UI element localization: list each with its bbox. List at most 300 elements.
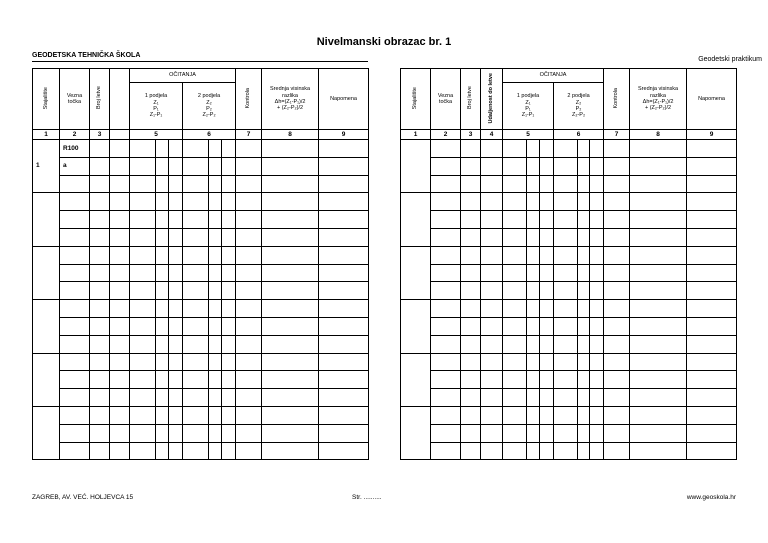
value-cell: [236, 246, 262, 264]
value-cell: [262, 406, 319, 424]
col-ocitanja: OČITANJA: [130, 69, 236, 83]
point-cell: [60, 442, 90, 460]
value-cell: [183, 389, 209, 407]
value-cell: [503, 246, 527, 264]
value-cell: [110, 175, 130, 193]
value-cell: [183, 282, 209, 300]
value-cell: [209, 246, 222, 264]
value-cell: [319, 282, 369, 300]
table-row: [33, 300, 369, 318]
value-cell: [630, 300, 687, 318]
value-cell: [236, 175, 262, 193]
value-cell: [687, 175, 737, 193]
value-cell: [209, 389, 222, 407]
value-cell: [554, 371, 578, 389]
value-cell: [540, 442, 554, 460]
value-cell: [540, 300, 554, 318]
point-cell: [60, 424, 90, 442]
value-cell: [554, 140, 578, 158]
value-cell: [687, 193, 737, 211]
value-cell: [578, 371, 590, 389]
value-cell: [481, 371, 503, 389]
value-cell: [540, 246, 554, 264]
value-cell: [630, 335, 687, 353]
value-cell: [209, 406, 222, 424]
point-cell: [60, 371, 90, 389]
value-cell: [527, 211, 540, 229]
value-cell: [236, 264, 262, 282]
value-cell: [527, 442, 540, 460]
table-row: [401, 228, 737, 246]
value-cell: [503, 389, 527, 407]
value-cell: [630, 157, 687, 175]
value-cell: [461, 371, 481, 389]
point-cell: [60, 193, 90, 211]
value-cell: [527, 300, 540, 318]
value-cell: [554, 389, 578, 407]
value-cell: [527, 353, 540, 371]
value-cell: [222, 140, 236, 158]
value-cell: [169, 211, 183, 229]
value-cell: [461, 175, 481, 193]
value-cell: [236, 228, 262, 246]
value-cell: [222, 282, 236, 300]
value-cell: [554, 317, 578, 335]
point-cell: [431, 282, 461, 300]
value-cell: [630, 371, 687, 389]
table-row: [401, 300, 737, 318]
value-cell: [481, 140, 503, 158]
point-cell: [60, 282, 90, 300]
value-cell: [209, 353, 222, 371]
value-cell: [540, 424, 554, 442]
value-cell: [527, 389, 540, 407]
table-row: [33, 389, 369, 407]
value-cell: [578, 157, 590, 175]
value-cell: [687, 371, 737, 389]
value-cell: [90, 264, 110, 282]
value-cell: [604, 335, 630, 353]
value-cell: [503, 424, 527, 442]
point-cell: [60, 389, 90, 407]
value-cell: [687, 157, 737, 175]
point-cell: [431, 140, 461, 158]
value-cell: [527, 193, 540, 211]
value-cell: [110, 140, 130, 158]
col-podjela-2: 2 podjela Z₂ P₂ Z₂-P₂: [183, 83, 236, 130]
value-cell: [481, 442, 503, 460]
col-broj-letve: Broj letve: [90, 69, 110, 130]
value-cell: [461, 211, 481, 229]
value-cell: [90, 140, 110, 158]
col-podjela-1: 1 podjela Z₁ P₁ Z₁-P₁: [130, 83, 183, 130]
value-cell: [130, 282, 156, 300]
table-row: [401, 371, 737, 389]
value-cell: [590, 300, 604, 318]
footer-website: www.geoskola.hr: [686, 494, 736, 501]
value-cell: [527, 264, 540, 282]
value-cell: [209, 228, 222, 246]
value-cell: [236, 317, 262, 335]
value-cell: [222, 335, 236, 353]
value-cell: [183, 406, 209, 424]
value-cell: [222, 246, 236, 264]
value-cell: [110, 300, 130, 318]
col-srednja: Srednja visinska razlika Δh=(Z₁-P₁)/2 + (Z₂-P₂)/2: [262, 69, 319, 130]
value-cell: [319, 442, 369, 460]
table-row: [401, 389, 737, 407]
value-cell: [554, 353, 578, 371]
value-cell: [319, 317, 369, 335]
value-cell: [578, 228, 590, 246]
value-cell: [461, 228, 481, 246]
point-cell: [60, 264, 90, 282]
value-cell: [156, 264, 169, 282]
value-cell: [604, 353, 630, 371]
value-cell: [169, 140, 183, 158]
value-cell: [169, 175, 183, 193]
value-cell: [156, 246, 169, 264]
value-cell: [319, 335, 369, 353]
value-cell: [481, 389, 503, 407]
value-cell: [461, 140, 481, 158]
value-cell: [540, 211, 554, 229]
value-cell: [156, 157, 169, 175]
table-row: [33, 317, 369, 335]
value-cell: [130, 175, 156, 193]
station-cell: [401, 140, 431, 193]
value-cell: [578, 442, 590, 460]
value-cell: [481, 317, 503, 335]
value-cell: [169, 193, 183, 211]
value-cell: [540, 371, 554, 389]
value-cell: [461, 193, 481, 211]
value-cell: [578, 140, 590, 158]
point-cell: [431, 264, 461, 282]
value-cell: [554, 406, 578, 424]
value-cell: [578, 406, 590, 424]
point-cell: a: [60, 157, 90, 175]
value-cell: [481, 353, 503, 371]
value-cell: [604, 282, 630, 300]
value-cell: [169, 442, 183, 460]
value-cell: [687, 264, 737, 282]
value-cell: [319, 300, 369, 318]
point-cell: [431, 389, 461, 407]
value-cell: [481, 424, 503, 442]
table-row: [33, 442, 369, 460]
value-cell: [236, 300, 262, 318]
station-cell: [33, 300, 60, 353]
value-cell: [183, 157, 209, 175]
value-cell: [604, 406, 630, 424]
col-podjela-1: 1 podjela Z₁ P₁ Z₁-P₁: [503, 83, 554, 130]
value-cell: [222, 228, 236, 246]
value-cell: [262, 157, 319, 175]
value-cell: [630, 264, 687, 282]
value-cell: [183, 211, 209, 229]
value-cell: [236, 424, 262, 442]
value-cell: [90, 335, 110, 353]
point-cell: R100: [60, 140, 90, 158]
value-cell: [236, 389, 262, 407]
value-cell: [183, 175, 209, 193]
value-cell: [156, 353, 169, 371]
value-cell: [156, 300, 169, 318]
value-cell: [503, 175, 527, 193]
table-row: [401, 335, 737, 353]
value-cell: [540, 157, 554, 175]
col-srednja: Srednja visinska razlika Δh=(Z₁-P₁)/2 + (Z₂-P₂)/2: [630, 69, 687, 130]
value-cell: [183, 246, 209, 264]
value-cell: [236, 211, 262, 229]
table-row: [401, 175, 737, 193]
value-cell: [90, 228, 110, 246]
table-row: [33, 353, 369, 371]
value-cell: [527, 175, 540, 193]
table-row: [33, 406, 369, 424]
table-row: [401, 424, 737, 442]
station-cell: [401, 300, 431, 353]
table-row: [33, 211, 369, 229]
table-row: [401, 442, 737, 460]
value-cell: [590, 389, 604, 407]
value-cell: [461, 264, 481, 282]
value-cell: [503, 228, 527, 246]
value-cell: [630, 424, 687, 442]
value-cell: [90, 211, 110, 229]
value-cell: [590, 371, 604, 389]
value-cell: [110, 157, 130, 175]
value-cell: [90, 175, 110, 193]
footer-page: Str. ..........: [352, 494, 382, 501]
value-cell: [156, 193, 169, 211]
value-cell: [630, 140, 687, 158]
value-cell: [262, 353, 319, 371]
value-cell: [554, 157, 578, 175]
value-cell: [481, 282, 503, 300]
value-cell: [183, 317, 209, 335]
value-cell: [481, 228, 503, 246]
value-cell: [578, 424, 590, 442]
point-cell: [60, 246, 90, 264]
value-cell: [540, 389, 554, 407]
value-cell: [222, 371, 236, 389]
table-row: [33, 371, 369, 389]
table-row: [401, 193, 737, 211]
value-cell: [209, 157, 222, 175]
value-cell: [169, 424, 183, 442]
column-numbers-row: 1 2 3 5 6 7 8 9: [33, 130, 369, 140]
value-cell: [319, 193, 369, 211]
value-cell: [630, 353, 687, 371]
value-cell: [554, 264, 578, 282]
table-row: [33, 424, 369, 442]
value-cell: [481, 406, 503, 424]
value-cell: [262, 371, 319, 389]
station-cell: [401, 406, 431, 459]
value-cell: [130, 157, 156, 175]
value-cell: [110, 317, 130, 335]
value-cell: [687, 389, 737, 407]
value-cell: [209, 371, 222, 389]
value-cell: [130, 335, 156, 353]
value-cell: [222, 157, 236, 175]
value-cell: [110, 264, 130, 282]
value-cell: [687, 406, 737, 424]
value-cell: [262, 335, 319, 353]
station-cell: [33, 406, 60, 459]
value-cell: [319, 157, 369, 175]
value-cell: [503, 157, 527, 175]
point-cell: [431, 246, 461, 264]
value-cell: [604, 264, 630, 282]
value-cell: [687, 335, 737, 353]
value-cell: [209, 264, 222, 282]
value-cell: [578, 175, 590, 193]
value-cell: [461, 300, 481, 318]
value-cell: [630, 282, 687, 300]
point-cell: [431, 406, 461, 424]
value-cell: [554, 175, 578, 193]
value-cell: [169, 228, 183, 246]
column-numbers-row: 1 2 3 4 5 6 7 8 9: [401, 130, 737, 140]
value-cell: [222, 406, 236, 424]
point-cell: [431, 211, 461, 229]
value-cell: [461, 406, 481, 424]
value-cell: [604, 317, 630, 335]
value-cell: [578, 211, 590, 229]
value-cell: [578, 300, 590, 318]
col-kontrola: Kontrola: [236, 69, 262, 130]
value-cell: [604, 140, 630, 158]
value-cell: [209, 424, 222, 442]
value-cell: [130, 246, 156, 264]
school-name: GEODETSKA TEHNIČKA ŠKOLA: [32, 52, 141, 59]
value-cell: [222, 193, 236, 211]
value-cell: [209, 175, 222, 193]
value-cell: [554, 246, 578, 264]
value-cell: [630, 406, 687, 424]
point-cell: [60, 406, 90, 424]
value-cell: [90, 406, 110, 424]
table-row: [33, 175, 369, 193]
value-cell: [110, 389, 130, 407]
value-cell: [590, 175, 604, 193]
value-cell: [90, 300, 110, 318]
value-cell: [156, 211, 169, 229]
value-cell: [590, 140, 604, 158]
value-cell: [503, 300, 527, 318]
value-cell: [503, 211, 527, 229]
value-cell: [630, 246, 687, 264]
value-cell: [604, 300, 630, 318]
value-cell: [110, 211, 130, 229]
right-table-body: [401, 140, 737, 460]
value-cell: [209, 282, 222, 300]
value-cell: [630, 317, 687, 335]
value-cell: [503, 282, 527, 300]
value-cell: [262, 228, 319, 246]
value-cell: [90, 193, 110, 211]
table-row: [401, 140, 737, 158]
table-row: [33, 246, 369, 264]
value-cell: [110, 353, 130, 371]
point-cell: [60, 317, 90, 335]
value-cell: [590, 335, 604, 353]
value-cell: [222, 264, 236, 282]
value-cell: [540, 228, 554, 246]
value-cell: [236, 335, 262, 353]
value-cell: [156, 406, 169, 424]
point-cell: [431, 193, 461, 211]
value-cell: [169, 406, 183, 424]
value-cell: [90, 371, 110, 389]
value-cell: [169, 300, 183, 318]
station-cell: [401, 193, 431, 246]
point-cell: [60, 175, 90, 193]
table-row: [401, 353, 737, 371]
col-udaljenost: Udaljenost do letve: [481, 69, 503, 130]
value-cell: [209, 211, 222, 229]
value-cell: [156, 140, 169, 158]
value-cell: [130, 442, 156, 460]
value-cell: [319, 406, 369, 424]
value-cell: [262, 317, 319, 335]
value-cell: [130, 193, 156, 211]
value-cell: [540, 140, 554, 158]
value-cell: [110, 335, 130, 353]
col-stajaliste: Stajalište: [33, 69, 60, 130]
value-cell: [319, 389, 369, 407]
table-row: [33, 157, 369, 175]
value-cell: [481, 175, 503, 193]
value-cell: [169, 282, 183, 300]
value-cell: [604, 389, 630, 407]
value-cell: [630, 175, 687, 193]
value-cell: [461, 335, 481, 353]
value-cell: [527, 157, 540, 175]
value-cell: [236, 140, 262, 158]
value-cell: [222, 175, 236, 193]
value-cell: [604, 442, 630, 460]
value-cell: [222, 389, 236, 407]
value-cell: [156, 442, 169, 460]
value-cell: [130, 264, 156, 282]
value-cell: [554, 193, 578, 211]
value-cell: [130, 424, 156, 442]
value-cell: [130, 317, 156, 335]
value-cell: [590, 228, 604, 246]
value-cell: [169, 335, 183, 353]
point-cell: [431, 228, 461, 246]
value-cell: [590, 246, 604, 264]
value-cell: [319, 140, 369, 158]
value-cell: [262, 264, 319, 282]
table-row: [33, 193, 369, 211]
point-cell: [431, 157, 461, 175]
point-cell: [431, 317, 461, 335]
value-cell: [481, 246, 503, 264]
value-cell: [236, 353, 262, 371]
value-cell: [630, 211, 687, 229]
value-cell: [554, 282, 578, 300]
value-cell: [630, 442, 687, 460]
value-cell: [590, 424, 604, 442]
value-cell: [222, 424, 236, 442]
value-cell: [110, 442, 130, 460]
value-cell: [461, 157, 481, 175]
